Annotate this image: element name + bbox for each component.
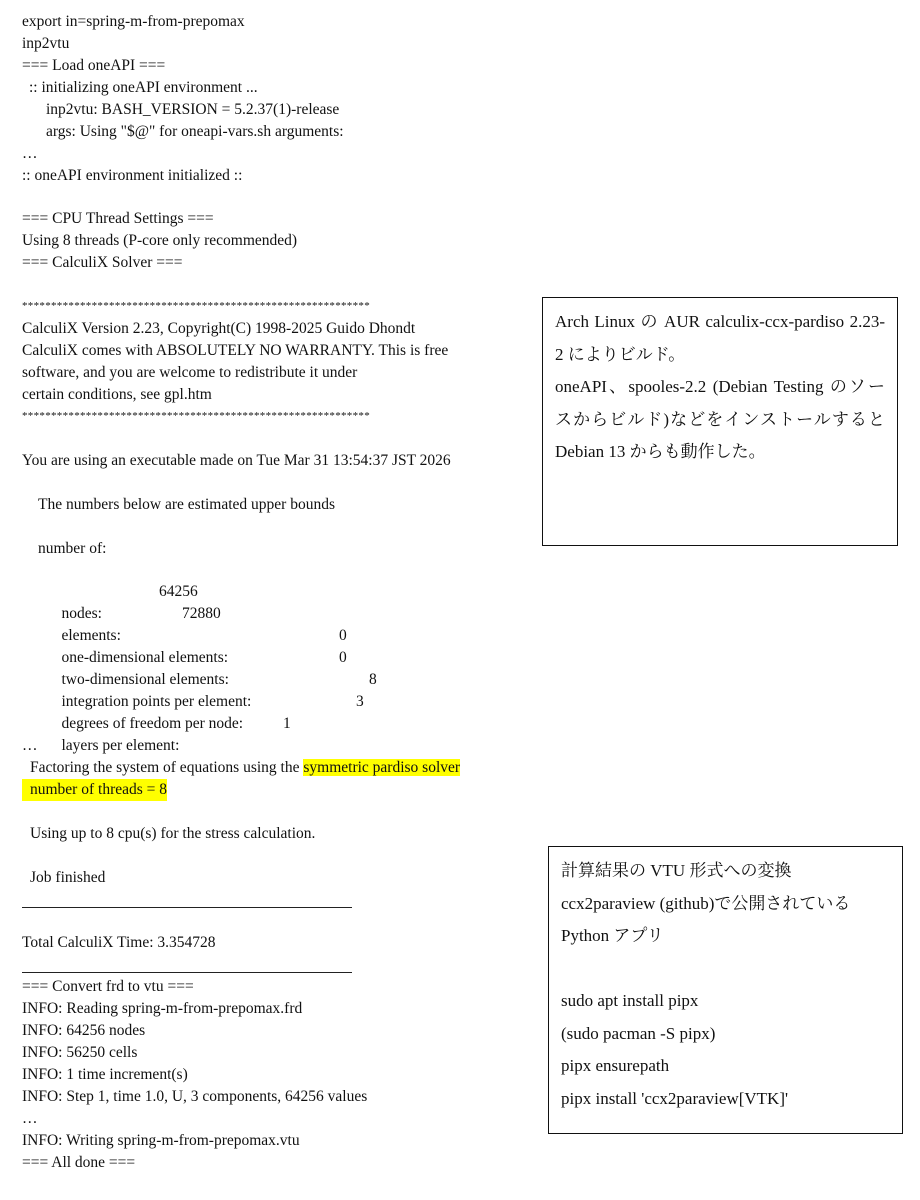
log-line (22, 845, 542, 867)
log-line: inp2vtu (22, 34, 70, 52)
count-value: 1 (283, 715, 291, 732)
log-line (22, 559, 542, 581)
log-line: === Load oneAPI === (22, 56, 166, 74)
count-row (22, 647, 542, 689)
log-line (22, 801, 542, 823)
convert-line: === Convert frd to vtu === (22, 978, 194, 996)
log-line: === CalculiX Solver === (22, 254, 183, 272)
factoring-prefix: Factoring the system of equations using the (30, 758, 304, 776)
log-line: The numbers below are estimated upper bounds (38, 495, 335, 513)
log-line: :: initializing oneAPI environment ... (29, 78, 258, 96)
factoring-line (22, 757, 542, 779)
log-line (22, 428, 542, 450)
log-line (22, 516, 542, 538)
log-ellipsis: … (22, 736, 38, 754)
convert-line: INFO: 56250 cells (22, 1044, 138, 1062)
count-value: 8 (369, 671, 377, 689)
log-line: CalculiX Version 2.23, Copyright(C) 1998-2025 Guido Dhondt (22, 320, 416, 338)
log-line: … (22, 144, 38, 162)
solver-highlight: symmetric pardiso solver (303, 758, 461, 776)
build-note-box (542, 297, 898, 546)
log-line (22, 910, 542, 932)
command-line: pipx ensurepath (561, 1056, 670, 1075)
convert-line: … (22, 1109, 38, 1127)
total-time-line: Total CalculiX Time: 3.354728 (22, 934, 216, 952)
count-label: nodes: (61, 605, 102, 623)
count-label: degrees of freedom per node: (61, 715, 244, 733)
count-row (22, 691, 542, 733)
command-line: pipx install 'ccx2paraview[VTK]' (561, 1088, 789, 1108)
build-note-text: Arch Linux の AUR calculix-ccx-pardiso 2.23-2 によりビルド。 (555, 312, 885, 364)
terminal-log (22, 11, 542, 1174)
count-value: 0 (339, 649, 347, 667)
count-label: integration points per element: (61, 693, 252, 711)
log-line: ************************************************************ (22, 300, 370, 313)
log-line: Using 8 threads (P-core only recommended) (22, 232, 298, 250)
count-value: 3 (356, 693, 364, 711)
convert-line: INFO: 1 time increment(s) (22, 1066, 188, 1083)
convert-note-box (548, 846, 903, 1134)
convert-line: INFO: Step 1, time 1.0, U, 3 components, 64256 values (22, 1087, 368, 1105)
log-line (22, 274, 542, 296)
cpu-line: Using up to 8 cpu(s) for the stress calculation. (30, 824, 316, 842)
log-line: :: oneAPI environment initialized :: (22, 166, 243, 184)
convert-line: INFO: Writing spring-m-from-prepomax.vtu (22, 1131, 300, 1149)
count-value: 0 (339, 627, 347, 645)
job-finished-line: Job finished (30, 868, 106, 886)
log-line: CalculiX comes with ABSOLUTELY NO WARRANTY. This is free (22, 342, 449, 360)
separator-line (22, 907, 352, 908)
log-line (22, 187, 542, 209)
log-line: ************************************************************ (22, 409, 370, 422)
count-row (22, 669, 542, 711)
log-line: certain conditions, see gpl.htm (22, 385, 212, 403)
note-spacer (561, 953, 890, 986)
build-note-text-2: oneAPI、spooles-2.2 (Debian Testing のソースからビルド)などをインストールすると Debian 13 からも動作した。 (555, 377, 885, 461)
convert-note-title: 計算結果の VTU 形式への変換 (561, 861, 792, 880)
count-row (22, 603, 542, 645)
threads-line (22, 779, 542, 801)
log-line: export in=spring-m-from-prepomax (22, 13, 245, 30)
count-label: layers per element: (61, 736, 180, 754)
log-line: === CPU Thread Settings === (22, 210, 214, 228)
command-line: sudo apt install pipx (561, 991, 699, 1010)
log-line: number of: (38, 539, 107, 557)
convert-note-body: ccx2paraview (github)で公開されている Python アプリ (561, 893, 851, 945)
convert-line: INFO: Reading spring-m-from-prepomax.frd (22, 1000, 303, 1018)
count-label: two-dimensional elements: (61, 671, 229, 689)
convert-line: === All done === (22, 1153, 136, 1171)
log-line: You are using an executable made on Tue Mar 31 13:54:37 JST 2026 (22, 451, 451, 469)
count-label: elements: (61, 627, 121, 645)
count-value: 72880 (182, 605, 221, 623)
separator-line (22, 972, 352, 973)
count-row (22, 713, 542, 754)
convert-line: INFO: 64256 nodes (22, 1022, 146, 1040)
log-line (22, 472, 542, 494)
command-line: (sudo pacman -S pipx) (561, 1023, 716, 1043)
log-line: inp2vtu: BASH_VERSION = 5.2.37(1)-release (46, 100, 340, 118)
threads-highlight: number of threads = 8 (22, 779, 167, 801)
count-value: 64256 (159, 583, 198, 601)
count-row (22, 625, 542, 667)
log-line: software, and you are welcome to redistribute it under (22, 364, 358, 381)
log-line: args: Using "$@" for oneapi-vars.sh arguments: (46, 122, 344, 140)
count-label: one-dimensional elements: (61, 649, 229, 667)
